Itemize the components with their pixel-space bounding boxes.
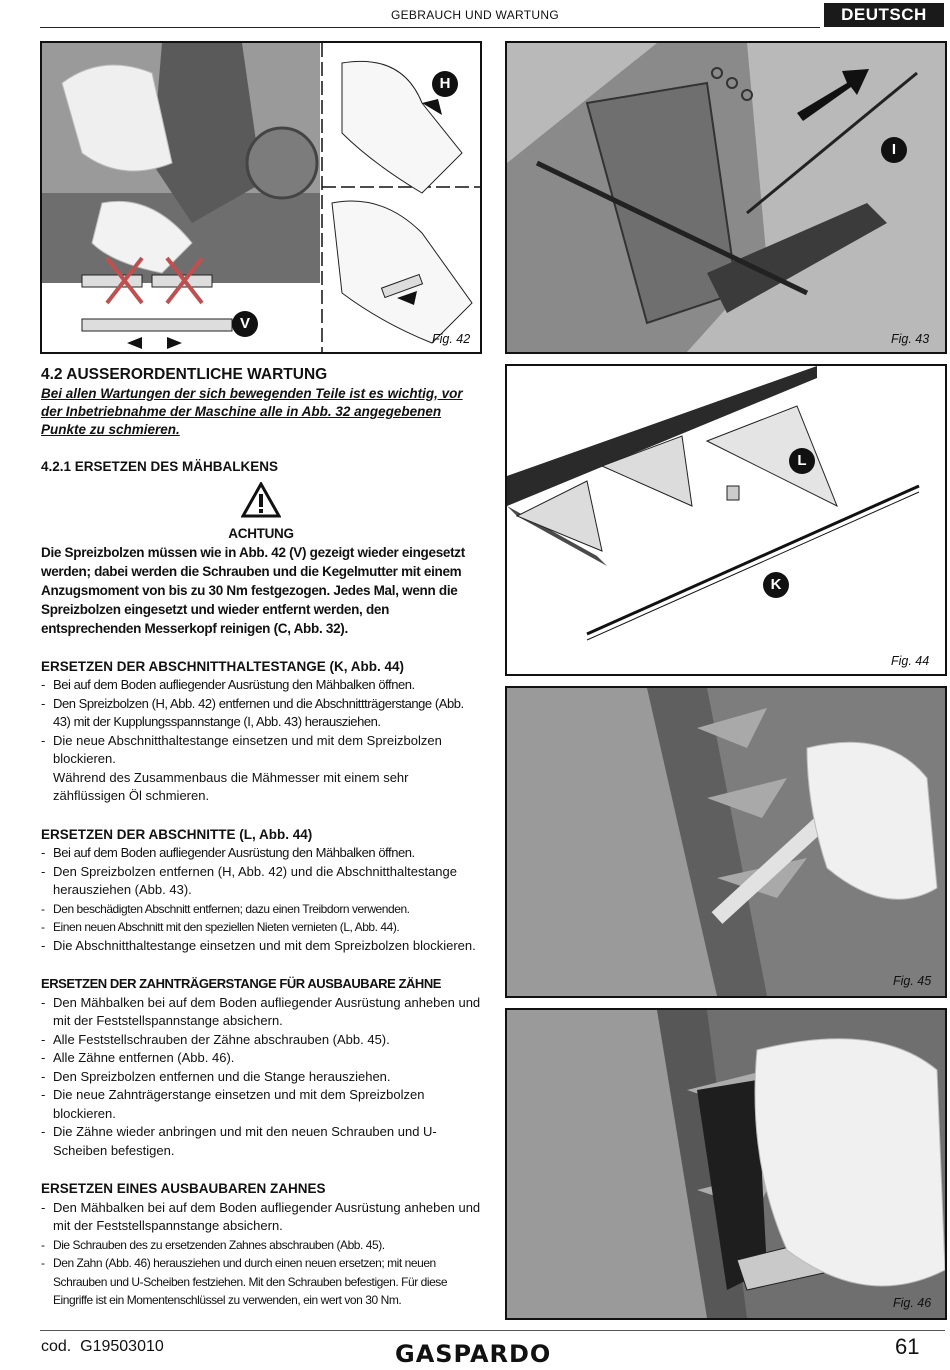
- block-title: ERSETZEN DER ZAHNTRÄGERSTANGE FÜR AUSBAUBARE ZÄHNE: [41, 976, 442, 991]
- list-item: - Den Mähbalken bei auf dem Boden aufliegender Ausrüstung anheben und mit der Feststellspannstange absichern.: [41, 1199, 481, 1236]
- marker-i: I: [881, 137, 907, 163]
- marker-v: V: [232, 311, 258, 337]
- document-code: cod. G19503010: [41, 1338, 164, 1355]
- marker-l: L: [789, 448, 815, 474]
- list-item: - Bei auf dem Boden aufliegender Ausrüstung den Mähbalken öffnen.: [41, 844, 481, 863]
- figure-44-caption: Fig. 44: [891, 654, 930, 668]
- figure-44: [505, 364, 947, 676]
- block-ausbaubarer-zahn: [41, 1180, 481, 1310]
- list-item: - Die Zähne wieder anbringen und mit den neuen Schrauben und U-Scheiben befestigen.: [41, 1123, 481, 1160]
- figure-43-illustration: [507, 43, 945, 352]
- warning-icon: [241, 482, 281, 518]
- list-item: - Die neue Abschnitthaltestange einsetzen und mit dem Spreizbolzen blockieren. Während des Zusammenbaus die Mähmesser mit einem sehr zähflüssigen Öl schmieren.: [41, 732, 481, 806]
- figure-45-illustration: [507, 688, 945, 996]
- block-title: ERSETZEN DER ABSCHNITTE (L, Abb. 44): [41, 826, 313, 842]
- marker-h: H: [432, 71, 458, 97]
- block-zahntraegerstange: [41, 975, 481, 1160]
- list-item: - Bei auf dem Boden aufliegender Ausrüstung den Mähbalken öffnen.: [41, 676, 481, 695]
- list-item: - Alle Feststellschrauben der Zähne abschrauben (Abb. 45).: [41, 1031, 481, 1050]
- running-header: GEBRAUCH UND WARTUNG: [390, 8, 559, 22]
- figure-44-illustration: [507, 366, 945, 674]
- figure-45: [505, 686, 947, 998]
- list-item: - Den Spreizbolzen entfernen und die Stange herausziehen.: [41, 1068, 481, 1087]
- section-title: 4.2 AUSSERORDENTLICHE WARTUNG: [41, 366, 328, 383]
- list-item: - Die Schrauben des zu ersetzenden Zahnes abschrauben (Abb. 45).: [41, 1236, 481, 1255]
- block-abschnitthaltestange: [41, 658, 481, 806]
- page-number: 61: [895, 1334, 920, 1359]
- header-rule: [40, 27, 820, 28]
- list-item: - Alle Zähne entfernen (Abb. 46).: [41, 1049, 481, 1068]
- list-item: - Die Abschnitthaltestange einsetzen und mit dem Spreizbolzen blockieren.: [41, 937, 481, 956]
- list-item: - Den Spreizbolzen (H, Abb. 42) entfernen und die Abschnittträgerstange (Abb. 43) mit der Kupplungsspannstange (I, Abb. 43) herausziehen.: [41, 695, 481, 732]
- figure-42-caption: Fig. 42: [432, 332, 471, 346]
- figure-42-illustration: [42, 43, 480, 352]
- marker-k: K: [763, 572, 789, 598]
- language-badge: DEUTSCH: [824, 3, 944, 27]
- figure-45-caption: Fig. 45: [893, 974, 932, 988]
- list-item: - Den Zahn (Abb. 46) herausziehen und durch einen neuen ersetzen; mit neuen Schrauben und U-Scheiben festziehen. Mit den Schrauben befestigen. Für diese Eingriffe ist ein Momentenschlüssel zu verwenden, ein wert von 30 Nm.: [41, 1254, 481, 1310]
- warning-text: Die Spreizbolzen müssen wie in Abb. 42 (V) gezeigt wieder eingesetzt werden; dabei werden die Schrauben und die Kegelmutter mit einem Anzugsmoment von bis zu 30 Nm festgezogen. Jedes Mal, wenn die Spreizbolzen eingesetzt und wieder entfernt werden, den entsprechenden Messerkopf reinigen (C, Abb. 32).: [41, 544, 465, 636]
- block-title: ERSETZEN DER ABSCHNITTHALTESTANGE (K, Abb. 44): [41, 658, 405, 674]
- warning-heading: ACHTUNG: [228, 525, 294, 541]
- list-item: - Einen neuen Abschnitt mit den speziellen Nieten vernieten (L, Abb. 44).: [41, 918, 481, 937]
- footer-rule: [40, 1330, 945, 1331]
- figure-46-caption: Fig. 46: [893, 1296, 932, 1310]
- list-item: - Den Spreizbolzen entfernen (H, Abb. 42) und die Abschnitthaltestange herausziehen (Abb. 43).: [41, 863, 481, 900]
- figure-46: [505, 1008, 947, 1320]
- list-item: - Die neue Zahnträgerstange einsetzen und mit dem Spreizbolzen blockieren.: [41, 1086, 481, 1123]
- figure-43-caption: Fig. 43: [891, 332, 930, 346]
- warning-block: [41, 482, 481, 543]
- list-item: - Den beschädigten Abschnitt entfernen; dazu einen Treibdorn verwenden.: [41, 900, 481, 919]
- figure-43: [505, 41, 947, 354]
- figure-46-illustration: [507, 1010, 945, 1318]
- section-intro: Bei allen Wartungen der sich bewegenden Teile ist es wichtig, vor der Inbetriebnahme der Maschine alle in Abb. 32 angegebenen Punkte zu schmieren.: [41, 385, 463, 437]
- list-item: - Den Mähbalken bei auf dem Boden aufliegender Ausrüstung anheben und mit der Feststellspannstange absichern.: [41, 994, 481, 1031]
- block-title: ERSETZEN EINES AUSBAUBAREN ZAHNES: [41, 1181, 326, 1196]
- text-column: [41, 366, 481, 1310]
- block-abschnitte: [41, 826, 481, 956]
- figure-42: [40, 41, 482, 354]
- subsection-title: 4.2.1 ERSETZEN DES MÄHBALKENS: [41, 458, 279, 474]
- brand-logo: GASPARDO: [395, 1340, 552, 1368]
